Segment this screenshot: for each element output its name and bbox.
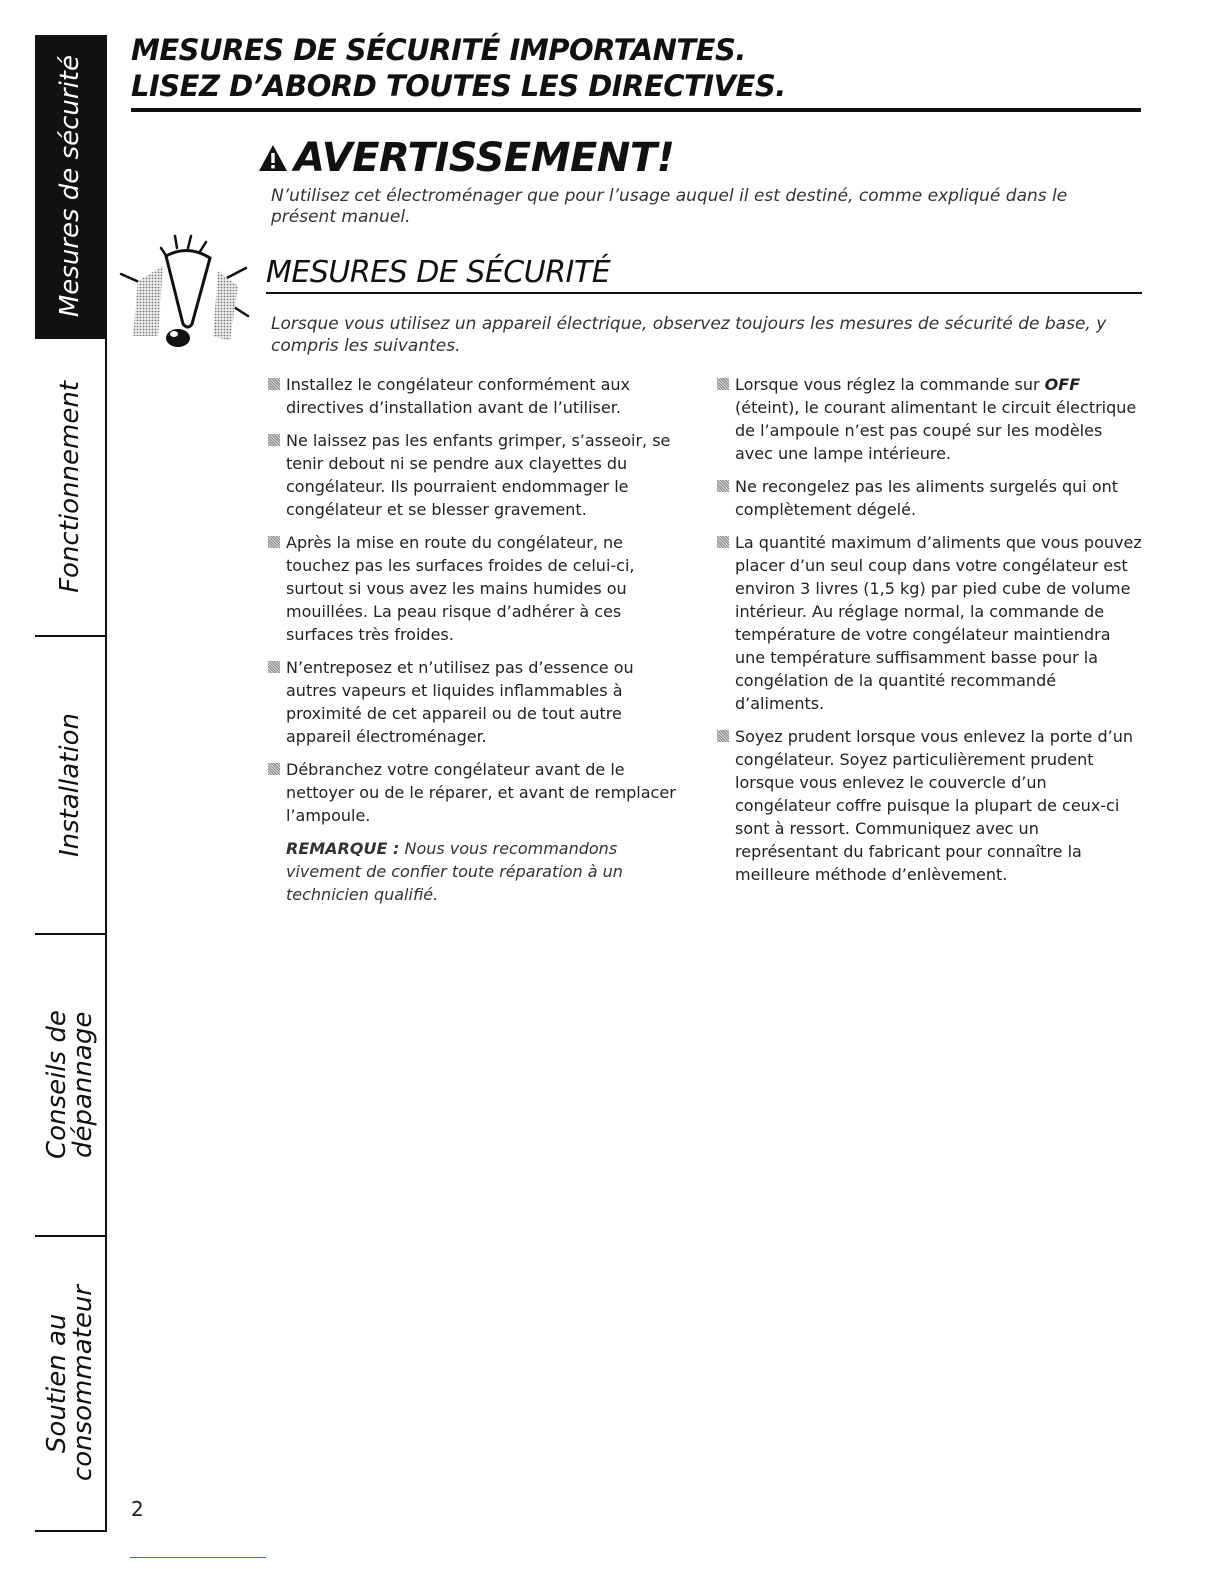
list-item-text: Ne recongelez pas les aliments surgelés qui ont complètement dégelé. xyxy=(735,477,1119,519)
bullet-icon xyxy=(268,536,280,548)
list-item-text: Installez le congélateur conformément aux directives d’installation avant de l’utiliser. xyxy=(286,375,630,417)
bullet-icon xyxy=(717,730,729,742)
warning-title-text: AVERTISSEMENT! xyxy=(294,135,675,181)
warning-body: N’utilisez cet électroménager que pour l’usage auquel il est destiné, comme expliqué dans le présent manuel. xyxy=(271,186,1068,227)
list-item-text: La quantité maximum d’aliments que vous pouvez placer d’un seul coup dans votre congélateur est environ 3 livres (1,5 kg) par pied cube de volume intérieur. Au réglage normal, la commande de température de votre congélateur maintiendra une température suffisamment basse pour la congélation de la quantité recommandé d’aliments. xyxy=(735,533,1142,713)
safety-heading: MESURES DE SÉCURITÉ xyxy=(266,255,1142,294)
list-item xyxy=(717,475,1142,521)
bullet-icon xyxy=(268,378,280,390)
list-item-text: Après la mise en route du congélateur, ne touchez pas les surfaces froides de celui-ci, surtout si vous avez les mains humides ou mouillées. La peau risque d’adhérer à ces surfaces très froides. xyxy=(286,533,635,644)
tab-label: Installation xyxy=(55,712,85,857)
bullet-icon xyxy=(268,434,280,446)
list-item xyxy=(717,531,1142,715)
list-item xyxy=(268,373,688,419)
list-item xyxy=(268,656,688,748)
tab-fonctionnement[interactable] xyxy=(35,339,105,637)
note-text: Nous vous recommandons vivement de confier toute réparation à un technicien qualifié. xyxy=(286,839,623,904)
alert-exclamation-icon xyxy=(118,226,253,356)
footer-divider xyxy=(130,1557,266,1558)
list-item-text: Lorsque vous réglez la commande sur xyxy=(735,375,1045,394)
header-line-2: LISEZ D’ABORD TOUTES LES DIRECTIVES. xyxy=(131,69,786,103)
note-label: REMARQUE : xyxy=(286,839,400,858)
tab-installation[interactable] xyxy=(35,637,105,935)
tab-conseils-de-depannage[interactable] xyxy=(35,935,105,1237)
tab-label: Fonctionnement xyxy=(55,381,85,593)
tab-label: Mesures de sécurité xyxy=(55,54,85,318)
list-item-text: Ne laissez pas les enfants grimper, s’asseoir, se tenir debout ni se pendre aux clayettes du congélateur. Ils pourraient endommager le congélateur et se blesser gravement. xyxy=(286,431,671,519)
bullet-icon xyxy=(717,480,729,492)
side-tab-bar xyxy=(35,35,107,1532)
page-number: 2 xyxy=(131,1497,144,1521)
tab-soutien-au-consommateur[interactable] xyxy=(35,1237,105,1532)
list-item-text: Débranchez votre congélateur avant de le nettoyer ou de le réparer, et avant de remplacer l’ampoule. xyxy=(286,760,676,825)
bullet-icon xyxy=(268,661,280,673)
bullet-icon xyxy=(268,763,280,775)
right-column xyxy=(717,373,1142,896)
list-item xyxy=(268,429,688,521)
page-header xyxy=(131,32,1141,112)
off-label: OFF xyxy=(1044,375,1081,394)
safety-intro: Lorsque vous utilisez un appareil électrique, observez toujours les mesures de sécurité de base, y compris les suivantes. xyxy=(271,314,1107,356)
tab-label: Conseils de dépannage xyxy=(42,1010,98,1160)
tab-label: Soutien au consommateur xyxy=(42,1285,98,1482)
warning-triangle-icon xyxy=(258,144,288,172)
bullet-icon xyxy=(717,378,729,390)
list-item-text: (éteint), le courant alimentant le circuit électrique de l’ampoule n’est pas coupé sur les modèles avec une lampe intérieure. xyxy=(735,398,1137,463)
note xyxy=(268,837,688,906)
list-item xyxy=(268,758,688,827)
bullet-icon xyxy=(717,536,729,548)
list-item xyxy=(717,725,1142,886)
list-item-text: Soyez prudent lorsque vous enlevez la porte d’un congélateur. Soyez particulièrement prudent lorsque vous enlevez le couvercle d’un congélateur coffre puisque la plupart de ceux-ci sont à ressort. Communiquez avec un représentant du fabricant pour connaître la meilleure méthode d’enlèvement. xyxy=(735,727,1133,884)
warning-title xyxy=(258,135,674,181)
list-item xyxy=(717,373,1142,465)
list-item xyxy=(268,531,688,646)
left-column xyxy=(268,373,688,906)
list-item-text: N’entreposez et n’utilisez pas d’essence ou autres vapeurs et liquides inflammables à proximité de cet appareil ou de tout autre appareil électroménager. xyxy=(286,658,634,746)
tab-mesures-de-securite[interactable] xyxy=(35,35,105,339)
header-line-1: MESURES DE SÉCURITÉ IMPORTANTES. xyxy=(131,33,746,67)
